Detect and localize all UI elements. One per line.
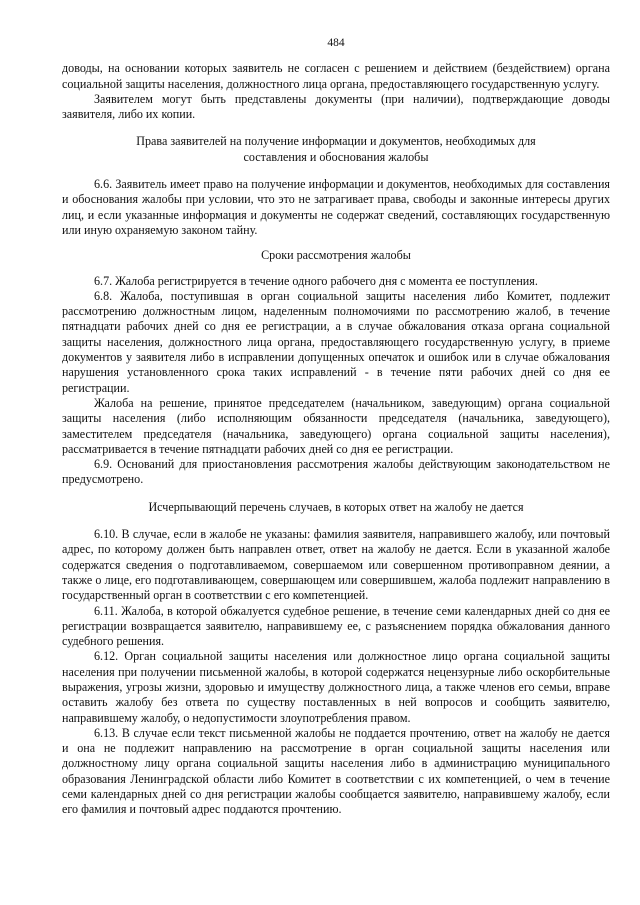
page-number: 484 bbox=[327, 37, 345, 49]
paragraph-6-10: 6.10. В случае, если в жалобе не указаны: фамилия заявителя, направившего жалобу, или почтовый адрес, по которому должен быть направлен ответ, ответ на жалобу не дается. Если в указанной жалобе содержатся сведения о подготавливаемом, совершаемом или совершенном противоправном деянии, а также о лице, его подготавливающем, совершающем или совершившем, жалоба подлежит направлению в государственный орган в соответствии с его компетенцией. bbox=[62, 527, 610, 603]
paragraph-6-13: 6.13. В случае если текст письменной жалобы не поддается прочтению, ответ на жалобу не дается и она не подлежит направлению на рассмотрение в орган социальной защиты населения или должностному лицу органа социальной защиты населения либо в администрацию муниципального образования Ленинградской области либо Комитет в соответствии с их компетенцией, о чем в течение семи календарных дней со дня регистрации жалобы сообщается заявителю, направившему жалобу, если его фамилия и почтовый адрес поддаются прочтению. bbox=[62, 725, 610, 817]
section-heading-no-answer: Исчерпывающий перечень случаев, в которых ответ на жалобу не дается bbox=[148, 499, 524, 514]
paragraph-6-11: 6.11. Жалоба, в которой обжалуется судебное решение, в течение семи календарных дней со дня ее регистрации возвращается заявителю, направившему ее, с разъяснением порядка обжалования данного судебного решения. bbox=[62, 603, 610, 649]
paragraph-complaint-decision: Жалоба на решение, принятое председателем (начальником, заведующим) органа социальной защиты населения (либо исполняющим обязанности председателя (начальника, заведующего), заместителем председателя (начальника, заведующего) органа социальной защиты населения), рассматривается в течение пятнадцати рабочих дней со дня ее регистрации. bbox=[62, 395, 610, 456]
paragraph-6-7: 6.7. Жалоба регистрируется в течение одного рабочего дня с момента ее поступления. bbox=[94, 273, 538, 288]
paragraph-continuation: доводы, на основании которых заявитель не согласен с решением и действием (бездействием) органа социальной защиты населения, должностного лица органа, предоставляющего государственную услугу. bbox=[62, 61, 610, 91]
paragraph-documents: Заявителем могут быть представлены документы (при наличии), подтверждающие доводы заявителя, либо их копии. bbox=[62, 91, 610, 122]
paragraph-6-9: 6.9. Оснований для приостановления рассмотрения жалобы действующим законодательством не предусмотрено. bbox=[62, 457, 610, 487]
paragraph-6-6: 6.6. Заявитель имеет право на получение информации и документов, необходимых для составления и обоснования жалобы при условии, что это не затрагивает права, свободы и законные интересы других лиц, и если указанные информация и документы не содержат сведений, составляющих государственную или иную охраняемую законом тайну. bbox=[62, 177, 610, 237]
section-heading-rights: Права заявителей на получение информации и документов, необходимых для составления и обоснования жалобы bbox=[136, 134, 536, 164]
paragraph-6-12: 6.12. Орган социальной защиты населения или должностное лицо органа социальной защиты населения при получении письменной жалобы, в которой содержатся нецензурные либо оскорбительные выражения, угрозы жизни, здоровью и имуществу должностного лица, а также членов его семьи, вправе оставить жалобу без ответа по существу поставленных в ней вопросов и сообщить заявителю, направившему жалобу, о недопустимости злоупотребления правом. bbox=[62, 649, 610, 725]
paragraph-6-8: 6.8. Жалоба, поступившая в орган социальной защиты населения либо Комитет, подлежит рассмотрению должностным лицом, наделенным полномочиями по рассмотрению жалоб, в течение пятнадцати рабочих дней со дня ее регистрации, а в случае обжалования отказа органа социальной защиты населения, должностного лица органа, предоставляющего государственную услугу, в приеме документов у заявителя либо в исправлении допущенных опечаток и ошибок или в случае обжалования нарушения установленного срока таких исправлений - в течение пяти рабочих дней со дня ее регистрации. bbox=[62, 288, 610, 395]
section-heading-terms: Сроки рассмотрения жалобы bbox=[261, 248, 411, 263]
